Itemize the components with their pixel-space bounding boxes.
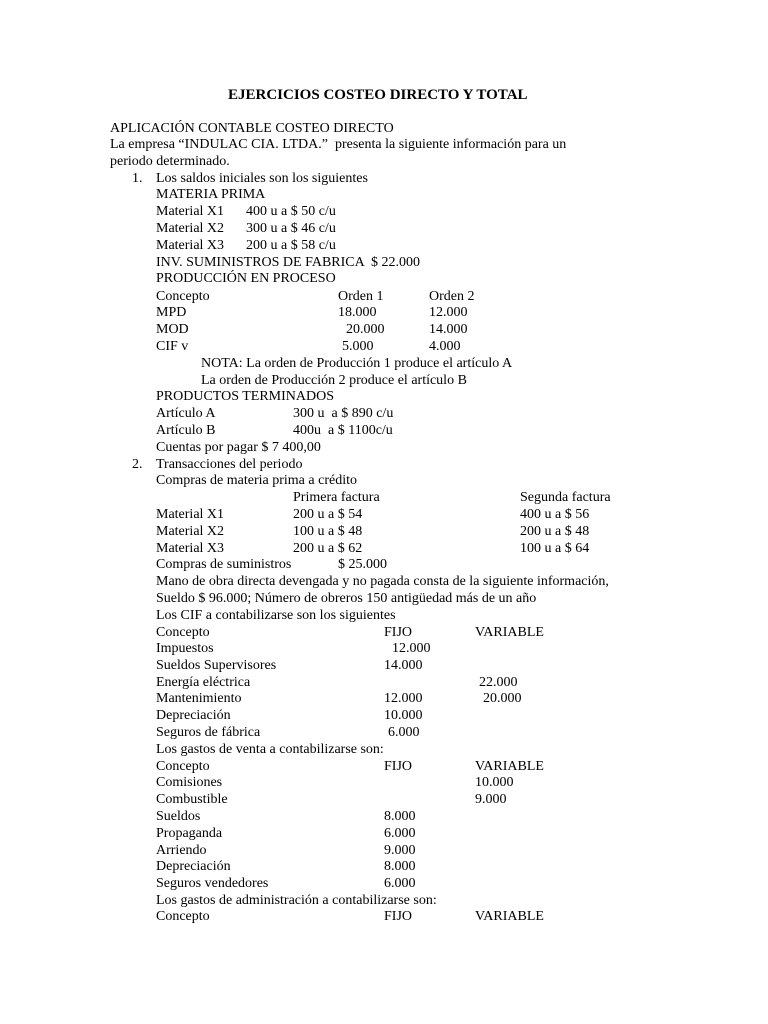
compras-cell: 100 u a $ 48 <box>293 524 363 539</box>
ventas-header-concepto: Concepto <box>156 759 210 774</box>
compras-cell: 200 u a $ 54 <box>293 507 363 522</box>
produccion-cell: 18.000 <box>338 305 377 320</box>
admin-header-fijo: FIJO <box>384 909 413 924</box>
compras-cell: Material X1 <box>156 507 225 522</box>
cif-cell: 6.000 <box>388 725 420 740</box>
produccion-cell: 4.000 <box>429 339 461 354</box>
cif-cell: Sueldos Supervisores <box>156 658 277 673</box>
ventas-cell: Propaganda <box>156 826 223 841</box>
cif-cell: 22.000 <box>479 675 518 690</box>
cif-header-variable: VARIABLE <box>475 625 544 640</box>
ventas-heading: Los gastos de venta a contabilizarse son: <box>156 742 384 757</box>
ventas-cell: 6.000 <box>384 876 416 891</box>
terminados-row-name: Artículo A <box>156 406 216 421</box>
mano-obra-line-2: Sueldo $ 96.000; Número de obreros 150 antigüedad más de un año <box>156 591 537 606</box>
ventas-cell: 8.000 <box>384 809 416 824</box>
produccion-nota-2: La orden de Producción 2 produce el artículo B <box>201 373 467 388</box>
admin-header-concepto: Concepto <box>156 909 210 924</box>
materia-prima-row-value: 400 u a $ 50 c/u <box>246 204 336 219</box>
document-title: EJERCICIOS COSTEO DIRECTO Y TOTAL <box>228 87 528 103</box>
item-2-text: Transacciones del periodo <box>156 457 303 472</box>
ventas-cell: Combustible <box>156 792 228 807</box>
produccion-cell: 20.000 <box>346 322 385 337</box>
produccion-nota-1: NOTA: La orden de Producción 1 produce el artículo A <box>201 356 513 371</box>
compras-cell: 200 u a $ 62 <box>293 541 363 556</box>
cif-header-concepto: Concepto <box>156 625 210 640</box>
compras-header-segunda: Segunda factura <box>520 490 611 505</box>
cif-cell: Mantenimiento <box>156 691 242 706</box>
ventas-header-fijo: FIJO <box>384 759 413 774</box>
cif-cell: 14.000 <box>384 658 423 673</box>
produccion-header-concepto: Concepto <box>156 289 210 304</box>
terminados-heading: PRODUCTOS TERMINADOS <box>156 389 335 404</box>
ventas-cell: Sueldos <box>156 809 201 824</box>
compras-cell: 100 u a $ 64 <box>520 541 590 556</box>
mano-obra-line-1: Mano de obra directa devengada y no pagada consta de la siguiente información, <box>156 574 609 589</box>
item-2-number: 2. <box>132 457 143 472</box>
cif-cell: Energía eléctrica <box>156 675 251 690</box>
intro-line-2: periodo determinado. <box>110 154 230 169</box>
compras-cell: 200 u a $ 48 <box>520 524 590 539</box>
ventas-cell: 6.000 <box>384 826 416 841</box>
cif-header-fijo: FIJO <box>384 625 413 640</box>
compras-suministros-value: $ 25.000 <box>338 557 387 572</box>
admin-header-variable: VARIABLE <box>475 909 544 924</box>
intro-line-1: La empresa “INDULAC CIA. LTDA.” presenta la siguiente información para un <box>110 137 567 152</box>
cuentas-por-pagar: Cuentas por pagar $ 7 400,00 <box>156 440 321 455</box>
cif-cell: Seguros de fábrica <box>156 725 261 740</box>
admin-heading: Los gastos de administración a contabilizarse son: <box>156 893 437 908</box>
cif-cell: Impuestos <box>156 641 214 656</box>
materia-prima-row-name: Material X1 <box>156 204 225 219</box>
ventas-cell: 9.000 <box>384 843 416 858</box>
section-heading: APLICACIÓN CONTABLE COSTEO DIRECTO <box>110 121 394 136</box>
ventas-cell: Seguros vendedores <box>156 876 269 891</box>
cif-heading: Los CIF a contabilizarse son los siguientes <box>156 608 396 623</box>
compras-cell: Material X2 <box>156 524 225 539</box>
produccion-cell: MPD <box>156 305 187 320</box>
produccion-cell: CIF v <box>156 339 189 354</box>
materia-prima-row-value: 300 u a $ 46 c/u <box>246 221 336 236</box>
terminados-row-name: Artículo B <box>156 423 216 438</box>
produccion-heading: PRODUCCIÓN EN PROCESO <box>156 271 336 286</box>
materia-prima-heading: MATERIA PRIMA <box>156 187 266 202</box>
cif-cell: 12.000 <box>384 691 423 706</box>
item-1-number: 1. <box>132 171 143 186</box>
compras-header-primera: Primera factura <box>293 490 380 505</box>
ventas-cell: Comisiones <box>156 775 223 790</box>
materia-prima-row-name: Material X3 <box>156 238 225 253</box>
terminados-row-value: 300 u a $ 890 c/u <box>293 406 394 421</box>
produccion-cell: 14.000 <box>429 322 468 337</box>
ventas-header-variable: VARIABLE <box>475 759 544 774</box>
produccion-cell: 5.000 <box>342 339 374 354</box>
terminados-row-value: 400u a $ 1100c/u <box>293 423 393 438</box>
produccion-header-orden-2: Orden 2 <box>429 289 475 304</box>
cif-cell: 10.000 <box>384 708 423 723</box>
cif-cell: 20.000 <box>483 691 522 706</box>
compras-cell: 400 u a $ 56 <box>520 507 590 522</box>
compras-suministros-label: Compras de suministros <box>156 557 292 572</box>
produccion-cell: 12.000 <box>429 305 468 320</box>
item-1-text: Los saldos iniciales son los siguientes <box>156 171 368 186</box>
ventas-cell: Arriendo <box>156 843 207 858</box>
compras-heading: Compras de materia prima a crédito <box>156 473 357 488</box>
materia-prima-row-name: Material X2 <box>156 221 225 236</box>
ventas-cell: 8.000 <box>384 859 416 874</box>
ventas-cell: 10.000 <box>475 775 514 790</box>
materia-prima-row-value: 200 u a $ 58 c/u <box>246 238 336 253</box>
inv-suministros-line: INV. SUMINISTROS DE FABRICA $ 22.000 <box>156 255 420 270</box>
produccion-cell: MOD <box>156 322 189 337</box>
produccion-header-orden-1: Orden 1 <box>338 289 384 304</box>
cif-cell: Depreciación <box>156 708 231 723</box>
ventas-cell: 9.000 <box>475 792 507 807</box>
compras-cell: Material X3 <box>156 541 225 556</box>
ventas-cell: Depreciación <box>156 859 231 874</box>
cif-cell: 12.000 <box>392 641 431 656</box>
